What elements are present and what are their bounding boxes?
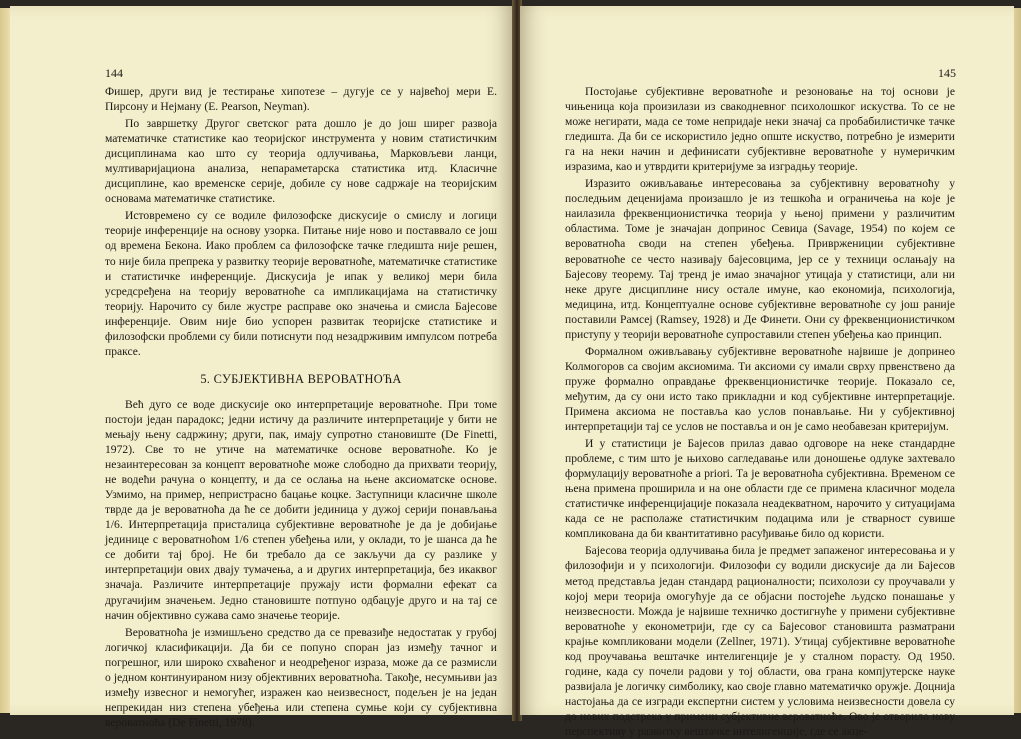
- page-number-right: 145: [938, 66, 956, 80]
- paragraph: Изразито оживљавање интересовања за субјективну вероватноћу у последњим деценијама произашло је из тешкоћа и ограничења на које је наилазила фреквенционистичка теорија у њеној примени у различитим областима. Томе је значајан допринос Севиџа (Savage, 1954) по којем се вероватноћа своди на степен убеђења. Привржениции субјективне вероватноће се често називају бајесовцима, јер се у техници ослањају на Бајесову теорему. Тај тренд је имао значајног утицаја у статистици, али ни неке друге дисциплине нису остале имуне, као економија, психологија, медицина, итд. Концептуалне основе субјективне вероватноће су још раније поставили Рамсеј (Ramsey, 1928) и Де Финети. Они су фреквенционистичком приступу у теорији вероватноће супроставили степен убеђења као принцип.: [565, 177, 955, 341]
- paragraph: Постојање субјективне вероватноће и резоновање на тој основи је чињеница која произилази из свакодневног психолошког искуства. То се не може негирати, мада се томе непридаје неки значај са пробабилистичке тачке гледишта. Да би се искористило једно опште искуство, потребно је измерити га на неки начин и дефинисати субјективне вероватноће у нумеричким изразима, као и утврдити критеријуме за изградњу теорије.: [565, 85, 955, 174]
- left-page: [10, 6, 515, 729]
- paragraph: Вероватноћа је измишљено средство да се превазиђе недостатак у грубој логичкој класификацији. Да би се попуно споран јаз између тачног и погрешног, или широко схваћеног и неодређеног израза, може да се размисли о једном континуираном низу објективних вероватноћа. Такође, несумњиви јаз између извесног и немогућег, изражен као неизвесност, подељен је на један непрекидан низ степена убеђења или степена сумње који су субјективна вероватноћа (De Finetti, 1978).: [105, 625, 497, 729]
- right-page: [520, 6, 1014, 738]
- paragraph: Бајесова теорија одлучивања била је предмет запаженог интересовања и у филозофији и у психологији. Филозофи су водили дискусије да ли Бајесов метод представља један стандард рационалности; психолози су проучавали у којој мери теорија омогућује да се објасни постојеће људско понашање у неизвесности. Можда је највише техничко достигнуће у примени субјективне вероватноће у економетрији, где су са Бајесовог становишта разматрани крајње компликовани модели (Zellner, 1971). Утицај субјективне вероватноће код проучавања вештачке интелигенције је у сталном порасту. Од 1950. године, када су почели радови у тој области, ова грана компјутерске науке развијала је логичку симболику, као своје главно математичко оружје. Доцнија настојања да се изгради експертни систем у условима неизвесности довела су до нових подстрека у примени субјективне вероватноће. Ово је отворило нову перспективу у развитку вештачке интелигенције, где се акце-: [565, 544, 955, 738]
- paragraph: Формалном оживљавању субјективне вероватноће највише је допринео Колмогоров са својим аксиомима. Ти аксиоми су имали сврху првенствено да пруже формално оправдање фреквенционистичке теорије. Показало се, међутим, да су они исто тако прикладни и код субјективне интерпретације. Примена аксиома не поставља као услов понављање. Ни у субјективној интерпретацији тај се услов не поставља и он је само необавезан критеријум.: [565, 344, 955, 434]
- right-page-text: [565, 66, 955, 739]
- left-page-text: [105, 66, 497, 730]
- paragraph: По завршетку Другог светског рата дошло је до још ширег развоја математичке статистике као теоријског инструмента у новим статистичким дисциплинама као што су теорија одлучивања, Марковљеви ланци, мултиваријациона анализа, непараметарска статистика итд. Класичне дисциплине, као временске серије, добиле су нове садржаје на теоријским основама математичке статистике.: [105, 117, 497, 206]
- paragraph: И у статистици је Бајесов прилаз давао одговоре на неке стандардне проблеме, с тим што је њихово сагледавање или доношење одлуке захтевало формулацију вероватноће a priori. Та је вероватноћа субјективна. Временом се њена примена проширила и на оне области где се примена класичног модела статистичке инференцијације показала неадекватном, нарочито у ситуацијама када се не располаже статистичким подацима или је стварност сувише компликована да би квантитативно расуђивање било од користи.: [565, 437, 955, 541]
- paragraph: Фишер, други вид је тестирање хипотезе – дугује се у највећој мери Е. Пирсону и Нејману (E. Pearson, Neyman).: [105, 85, 497, 114]
- page-number-left: 144: [105, 66, 123, 80]
- section-heading: 5. СУБЈЕКТИВНА ВЕРОВАТНОЋА: [200, 371, 402, 386]
- paragraph: Већ дуго се воде дискусије око интерпретације вероватноће. При томе постоји један парадокс; једни истичу да различите интерпретације у бити не мењају њену садржину; други, пак, имају супротно становиште (De Finetti, 1972). Све то не утиче на математичке основе вероватноће. Ко је незаинтересован за концепт вероватноће може слободно да прихвати теорију, не водећи рачуна о концепту, и да се ослања на њене аксиоматске основе. Узмимо, на пример, непристрасно бацање коцке. Заступници класичне школе тврде да је вероватноћа да ће се добити јединица у дужој серији понављања 1/6. Интерпретација присталица субјективне вероватноће је да је добијање јединице с вероватноћом 1/6 степен убеђења или, у оклади, то је шанса да ће се добити тај број. Не би требало да се закључи да су разлике у интерпретацији ових двају тумачења, а и других интерпретација, без икаквог значаја. Различите интерпретације пружају исти формални ефекат са другачијим значењем. Једно становиште потпуно одбацује друго и на тај се начин објективно сужава само значење теорије.: [105, 397, 497, 622]
- paragraph: Истовремено су се водиле филозофске дискусије о смислу и логици теорије инференције на основу узорка. Питање није ново и поставвало се још од времена Бекона. Иако проблем са филозофске тачке гледишта није решен, то није била препрека у развитку теорије вероватноће, математичке статистике и статистичке инференције. Дискусија је ипак у великој мери била усредсређена на теорију вероватноће са импликацијама на статистичку теорију. Нарочито су биле жустре расправе око значења и смисла Бајесове инференције. Овим није био успорен развитак теоријске статистике и филозофски проблеми су били потиснути под незадрживим импулсом потреба праксе.: [105, 209, 497, 358]
